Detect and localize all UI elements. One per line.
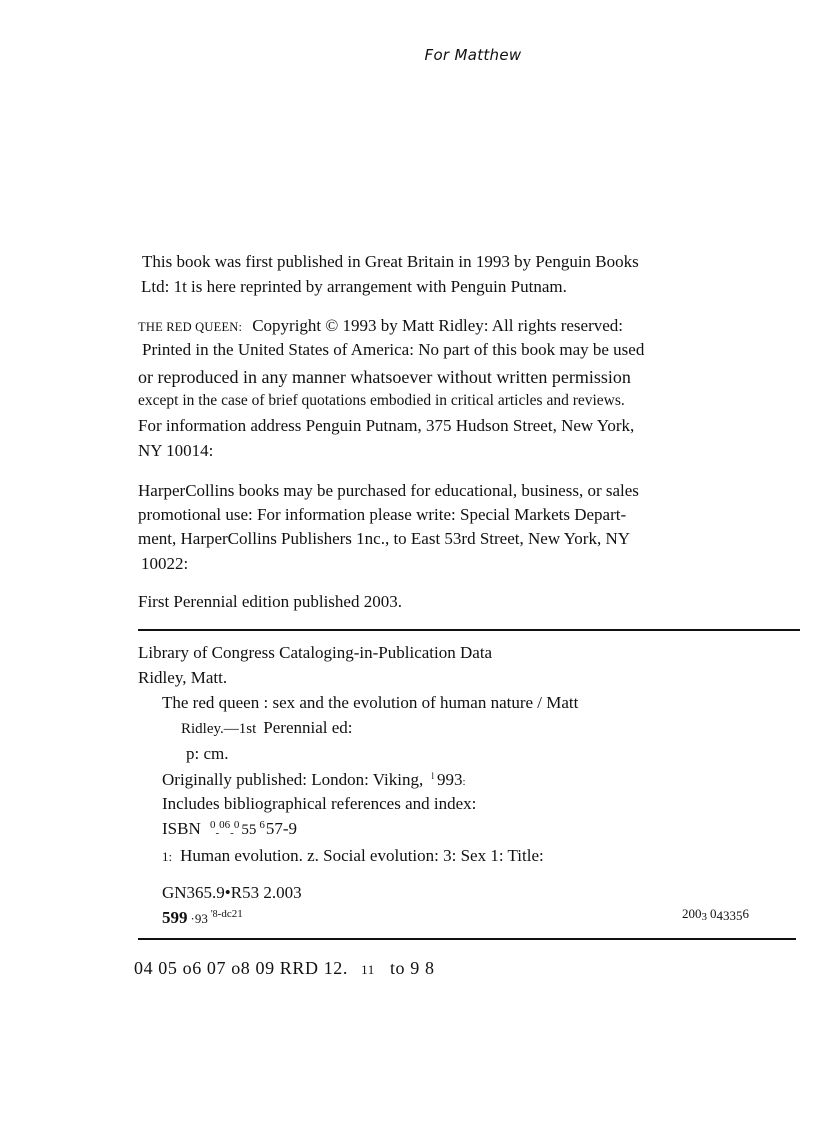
printing-numbers-end: to 9 8 <box>389 958 435 978</box>
cip-author: Ridley, Matt. <box>138 668 228 687</box>
bottom-divider-rule <box>138 938 796 940</box>
book-title-caps: THE RED QUEEN: <box>138 320 243 334</box>
cip-lccn: $200_3$ $0_{4335}6$ <box>682 906 749 923</box>
cip-dewey-number: 599 ·93 $^{'8-dc21}$ <box>162 908 243 927</box>
copyright-line-5: For information address Penguin Putnam, 375 Hudson Street, New York, <box>138 416 635 435</box>
copyright-line-2: Printed in the United States of America: No part of this book may be used <box>142 340 645 359</box>
harpercollins-line-2: promotional use: For information please write: Special Markets Depart- <box>138 505 627 524</box>
cip-title-line-2 <box>181 718 353 738</box>
printing-number-small: 11 <box>361 962 375 977</box>
cip-pages: p: cm. <box>186 744 229 763</box>
publication-note-line-1: This book was first published in Great Britain in 1993 by Penguin Books <box>142 252 639 271</box>
cip-edition: Perennial ed: <box>263 718 353 737</box>
harpercollins-line-4: 10022: <box>141 554 189 573</box>
copyright-line-1 <box>138 316 623 336</box>
harpercollins-line-3: ment, HarperCollins Publishers 1nc., to East 53rd Street, New York, NY <box>138 529 631 548</box>
copyright-line-4: except in the case of brief quotations embodied in critical articles and reviews. <box>138 392 625 409</box>
copyright-statement: Copyright © 1993 by Matt Ridley: All rights reserved: <box>252 316 624 335</box>
edition-statement: First Perennial edition published 2003. <box>138 592 402 611</box>
cip-subject-number: 1: <box>162 849 173 864</box>
cip-heading: Library of Congress Cataloging-in-Publication Data <box>138 643 493 662</box>
publication-note-line-2: Ltd: 1t is here reprinted by arrangement with Penguin Putnam. <box>141 277 567 296</box>
copyright-line-3: or reproduced in any manner whatsoever without written permission <box>138 367 631 387</box>
cip-subjects <box>162 846 544 866</box>
printing-numbers: 04 05 o6 07 o8 09 RRD 12. <box>134 958 349 978</box>
copyright-line-6: NY 10014: <box>138 441 214 460</box>
top-divider-rule <box>138 629 800 631</box>
harpercollins-line-1: HarperCollins books may be purchased for educational, business, or sales <box>138 481 639 500</box>
cip-subject-headings: Human evolution. z. Social evolution: 3: Sex 1: Title: <box>180 846 544 865</box>
cip-title-line-1: The red queen : sex and the evolution of human nature / Matt <box>162 693 579 712</box>
cip-call-number: GN365.9•R53 2.003 <box>162 883 302 902</box>
cip-bibliography-note: Includes bibliographical references and index: <box>162 794 477 813</box>
cip-isbn: ISBN $^0_-^{06}_-^0$ 55 $^6$57-9 <box>162 819 297 839</box>
printing-line <box>134 958 435 979</box>
dedication: For Matthew <box>424 46 522 64</box>
cip-original-publication: Originally published: London: Viking, $^l$ 993: <box>162 770 466 789</box>
cip-statement-of-responsibility: Ridley.—1st <box>181 721 257 737</box>
